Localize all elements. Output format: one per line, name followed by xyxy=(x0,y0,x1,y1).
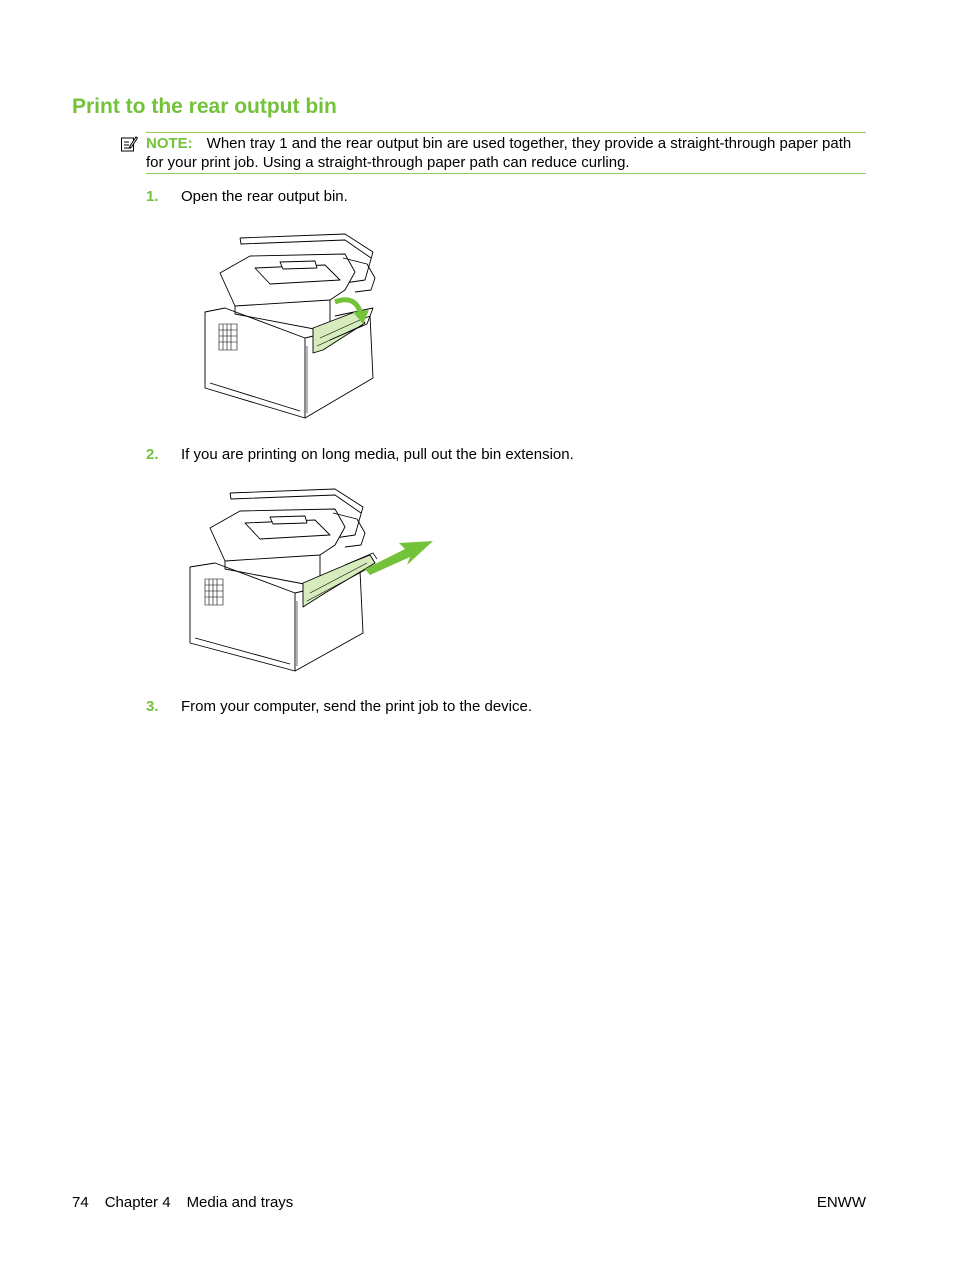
page-number: 74 xyxy=(72,1194,89,1211)
note-icon xyxy=(120,135,138,153)
step-text: If you are printing on long media, pull out the bin extension. xyxy=(181,446,574,463)
chapter-label: Chapter 4 xyxy=(104,1194,171,1211)
step-text: Open the rear output bin. xyxy=(181,188,348,205)
printer-rear-bin-open-illustration xyxy=(195,228,390,423)
section-label: Media and trays xyxy=(186,1194,294,1211)
step-number: 3. xyxy=(146,698,159,715)
printer-bin-extension-illustration xyxy=(185,483,435,675)
page-footer-right: ENWW xyxy=(816,1194,866,1211)
step-number: 1. xyxy=(146,188,159,205)
step-number: 2. xyxy=(146,446,159,463)
note-box xyxy=(146,132,866,174)
note-label: NOTE: xyxy=(146,135,193,152)
step-text: From your computer, send the print job to the device. xyxy=(181,698,533,715)
page-title: Print to the rear output bin xyxy=(72,95,337,118)
note-text: When tray 1 and the rear output bin are used together, they provide a straight-through paper path for your print job. Using a straight-through paper path can reduce curling. xyxy=(146,135,852,171)
page-footer-left xyxy=(72,1193,309,1212)
